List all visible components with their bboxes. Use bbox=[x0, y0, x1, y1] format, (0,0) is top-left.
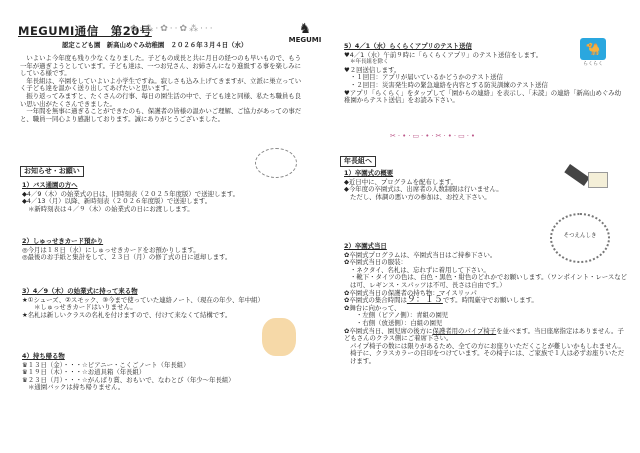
newsletter-title: MEGUMI通信 第20号 bbox=[18, 24, 152, 38]
garland-decoration-icon: ✂·•·▭·•·✂·•·▭·• bbox=[390, 132, 478, 140]
list-item: ★①シューズ、②スモック、③今まで使っていた連絡ノート、（現在の年少、年中組） bbox=[22, 295, 264, 304]
text: を並べます。当日座席指定はありません。子どもさんのクラス側にご着席下さい。 bbox=[344, 326, 624, 343]
list-item: ♥4／1（水）午前９時に「らくらくアプリ」のテスト送信をします。 bbox=[344, 50, 543, 59]
list-item: ◆4／13（月）以降、新時刻表（２０２６年度版）で送迎します。 bbox=[22, 197, 212, 206]
nencho-heading-label: 年長組へ bbox=[340, 156, 376, 167]
notices-heading-label: お知らせ・お願い bbox=[20, 166, 84, 177]
list-item: ＊通園バックは持ち帰りません。 bbox=[28, 383, 125, 392]
list-item: ♛２３日（月）・・・☆がんばり賞、おもいで、なわとび（年少～年長組） bbox=[22, 375, 235, 384]
newsletter-subtitle: 認定こども園 新高山めぐみ幼稚園 ２０２６年３月４日（水） bbox=[62, 41, 248, 49]
intro-paragraph: 振り返ってみますと、たくさんの行事、毎日の園生活の中で、子ども達と同様、私たち職員も良い思い出がたくさんできました。 bbox=[20, 91, 302, 108]
gathering-time: ９：１５ bbox=[406, 295, 443, 306]
illustration-text: そつえんしき bbox=[563, 233, 597, 239]
list-item: ・左側（ピアノ側）：青組の園児 bbox=[356, 311, 449, 320]
list-item: ◎最後のお手紙と集計をして、２３日（月）の修了式の日に返却します。 bbox=[22, 253, 232, 262]
diploma-icon bbox=[588, 172, 608, 188]
section-bring-items bbox=[22, 288, 302, 319]
section-title: 1）バス通園の方へ bbox=[22, 181, 78, 189]
list-item: ♛１９日（木）・・・☆お道具箱（年長組） bbox=[22, 368, 146, 377]
text: 保護者用のパイプ椅子 bbox=[432, 326, 497, 335]
children-logo-icon: ♞ bbox=[298, 21, 312, 37]
list-item bbox=[344, 328, 629, 343]
list-item: ♥アプリ「らくらく」をタップして「園からの連絡」を表示し、「未読」の連絡「新高山めぐみ幼稚園からテスト送信」をお読み下さい。 bbox=[344, 88, 622, 105]
list-item: ◆近日中に、プログラムを配布します。 bbox=[344, 177, 457, 186]
intro-text bbox=[20, 55, 305, 123]
list-item: ＊しゅっせきカードはいりません。 bbox=[34, 303, 137, 312]
list-item: ・２回目：災害発生時の緊急連絡を内容とする防災訓練のテスト送信 bbox=[350, 80, 548, 89]
list-item: ✿卒園式当日の保護者の持ち物：マイスリッパ bbox=[344, 288, 477, 297]
logo-text: MEGUMI bbox=[288, 36, 322, 44]
notices-heading bbox=[20, 166, 84, 177]
list-item: ＊新時刻表は４／９（木）の始業式の日にお渡しします。 bbox=[28, 204, 194, 213]
section-take-home bbox=[22, 353, 302, 392]
list-item: パイプ椅子の数には限りがあるため、全ての方にお座りいただくことが難しいかもしれません。椅子に、クラスカラーの目印をつけています。その椅子には、ご家族で１人は必ずお座りいただけます。 bbox=[350, 341, 625, 365]
list-item: ・１回目：アプリが届いているかどうかのテスト送信 bbox=[350, 73, 503, 82]
rakuraku-app-icon: 🐪 bbox=[580, 38, 606, 60]
list-item: ✿舞台に向かって、 bbox=[344, 303, 401, 312]
list-item: ・靴下・タイツの色は、白色・黒色・紺色のどれかでお願いします。（ワンポイント・レースなどは可、レギンス・スパッツは不可、長さは自由です。） bbox=[350, 273, 628, 289]
section-title: 1）卒園式の概要 bbox=[344, 169, 394, 177]
section-title: 4）持ち帰る物 bbox=[22, 352, 65, 360]
flowers-illustration-icon bbox=[255, 148, 297, 178]
list-item: ◎今月は１８日（水）にしゅっせきカードをお預かりします。 bbox=[22, 245, 200, 254]
list-item: ♛１３日（金）・・・☆ピアニー・こくごノート（年長組） bbox=[22, 360, 190, 369]
text: ✿卒園式の集合時間は bbox=[344, 296, 407, 305]
section-graduation-overview bbox=[344, 170, 564, 201]
section-attendance-card bbox=[22, 238, 302, 262]
list-item: ◆4／9（木）の始業式の日は、旧時刻表（２０２５年度版）で送迎します。 bbox=[22, 189, 240, 198]
list-item: ♥２回送信します。 bbox=[344, 65, 401, 74]
list-item: ★名札は新しいクラスの名札を付けますので、付けて来なくて結構です。 bbox=[22, 310, 232, 319]
children-illustration-icon bbox=[262, 318, 296, 356]
list-item: ただし、体調の悪い方の参加は、お控え下さい。 bbox=[350, 192, 491, 201]
flower-decoration-icon: ✿·⁂·✿··✿⁂··· bbox=[130, 24, 215, 34]
section-title: 2）しゅっせきカード預かり bbox=[22, 237, 104, 245]
section-bus bbox=[22, 182, 302, 213]
intro-paragraph: いよいよ今年度も残り少なくなりました。子どもの成長と共に月日の経つのも早いもので、もう一年が過ぎようとしています。子ども達は、一つお兄さん、お姉さんになり進級する事を楽しみにしている様です。 bbox=[20, 54, 302, 78]
nencho-heading bbox=[340, 156, 376, 167]
section-title: 3）4／9（木）の始業式に持って来る物 bbox=[22, 287, 138, 295]
megumi-logo bbox=[288, 22, 322, 44]
list-item: ・ネクタイ、名札は、忘れずに着用して下さい。 bbox=[350, 265, 490, 274]
list-item: ・右側（放送側）：白組の園児 bbox=[356, 318, 443, 327]
list-item: ◆今年度の卒園式は、出席者の人数制限は行いません。 bbox=[344, 185, 503, 194]
list-item: ✿卒園式当日の服装： bbox=[344, 258, 407, 267]
text: です。時間厳守でお願いします。 bbox=[442, 296, 538, 305]
text: ✿卒園式当日、園児席の後方に bbox=[344, 326, 433, 335]
app-label: らくらく bbox=[582, 61, 603, 67]
intro-paragraph: 年長組は、卒園をしていよいよ小学生ですね。寂しさも込み上げてきますが、立派に巣立っていく子ども達を温かく送り出してあげたいと思います。 bbox=[20, 76, 302, 93]
list-item: ✿卒園式プログラムは、卒園式当日はご持参下さい。 bbox=[344, 250, 497, 259]
list-item: ＊年長組を除く bbox=[350, 59, 389, 66]
section-title: 2）卒園式当日 bbox=[344, 242, 387, 250]
section-graduation-day bbox=[344, 243, 629, 366]
diploma-tube-icon bbox=[564, 164, 589, 186]
intro-paragraph: 一年間を無事に過ぎることができたのも、保護者の皆様の温かいご理解、ご協力があっての事だと、職員一同心より感謝しております。誠にありがとうございました。 bbox=[20, 107, 302, 123]
section-title: 5）4／1（水）らくらくアプリのテスト送信 bbox=[344, 42, 472, 50]
